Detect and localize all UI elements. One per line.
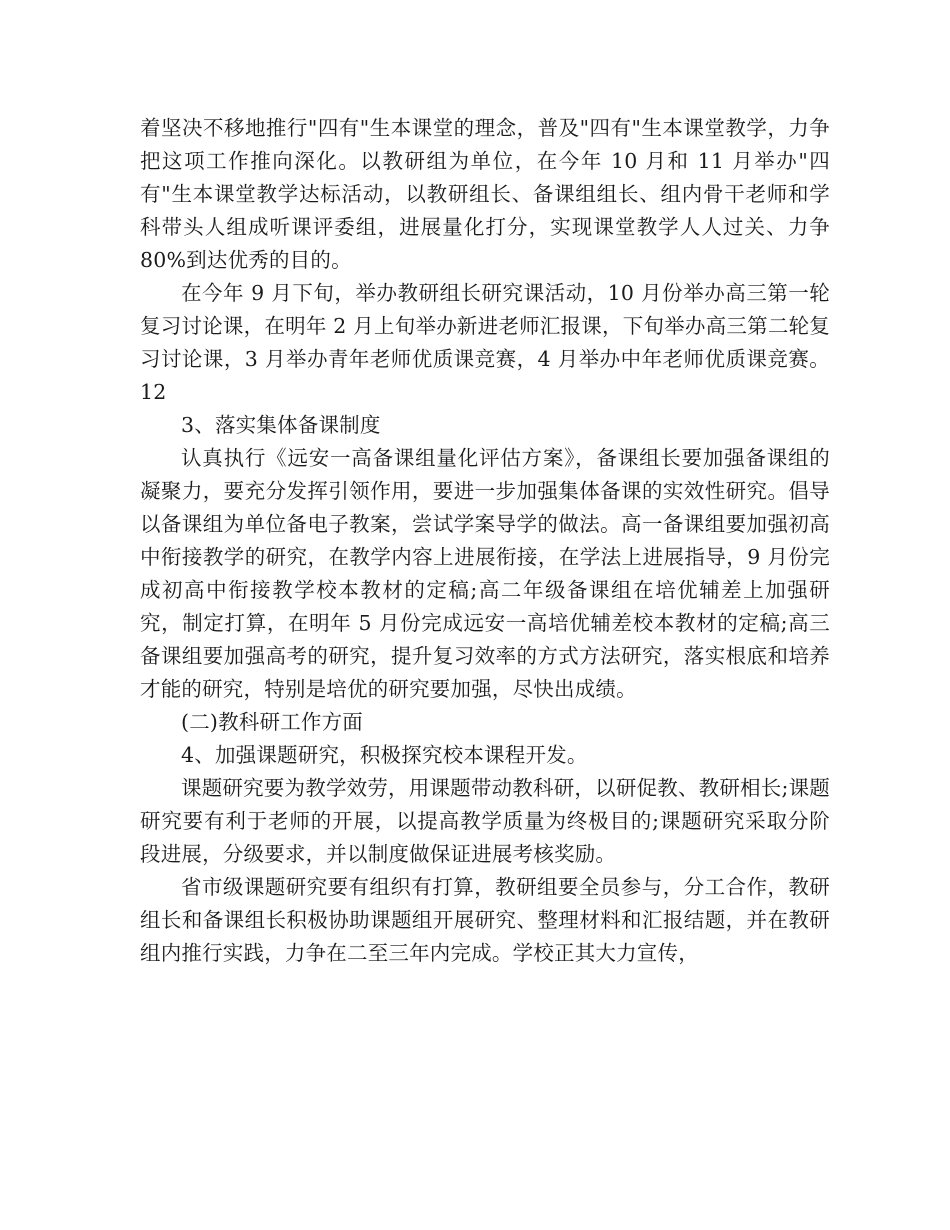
paragraph-7: 课题研究要为教学效劳，用课题带动教科研，以研促教、教研相长;课题研究要有利于老师的开展，以提高教学质量为终极目的;课题研究采取分阶段进展，分级要求，并以制度做保证进展考核奖励。 [140, 776, 830, 866]
document-body [140, 112, 830, 970]
paragraph-2: 在今年 9 月下旬，举办教研组长研究课活动，10 月份举办高三第一轮复习讨论课，在明年 2 月上旬举办新进老师汇报课，下旬举办高三第二轮复习讨论课，3 月举办青年老师优质课竞赛，4 月举办中年老师优质课竞赛。12 [140, 281, 830, 404]
section-heading-2: (二)教科研工作方面 [181, 710, 363, 734]
section-heading-3: 3、落实集体备课制度 [181, 413, 381, 437]
paragraph-4: 认真执行《远安一高备课组量化评估方案》，备课组长要加强备课组的凝聚力，要充分发挥引领作用，要进一步加强集体备课的实效性研究。倡导以备课组为单位备电子教案，尝试学案导学的做法。高一备课组要加强初高中衔接教学的研究，在教学内容上进展衔接，在学法上进展指导，9 月份完成初高中衔接教学校本教材的定稿;高二年级备课组在培优辅差上加强研究，制定打算，在明年 5 月份完成远安一高培优辅差校本教材的定稿;高三备课组要加强高考的研究，提升复习效率的方式方法研究，落实根底和培养才能的研究，特别是培优的研究要加强，尽快出成绩。 [140, 446, 830, 701]
section-heading-4: 4、加强课题研究，积极探究校本课程开发。 [181, 743, 588, 767]
paragraph-1: 着坚决不移地推行"四有"生本课堂的理念，普及"四有"生本课堂教学，力争把这项工作推向深化。以教研组为单位，在今年 10 月和 11 月举办"四有"生本课堂教学达标活动，以教研组长、备课组组长、组内骨干老师和学科带头人组成听课评委组，进展量化打分，实现课堂教学人人过关、力争 80%到达优秀的目的。 [140, 116, 830, 272]
paragraph-8: 省市级课题研究要有组织有打算，教研组要全员参与，分工合作，教研组长和备课组长积极协助课题组开展研究、整理材料和汇报结题，并在教研组内推行实践，力争在二至三年内完成。学校正其大力宣传， [140, 875, 830, 965]
